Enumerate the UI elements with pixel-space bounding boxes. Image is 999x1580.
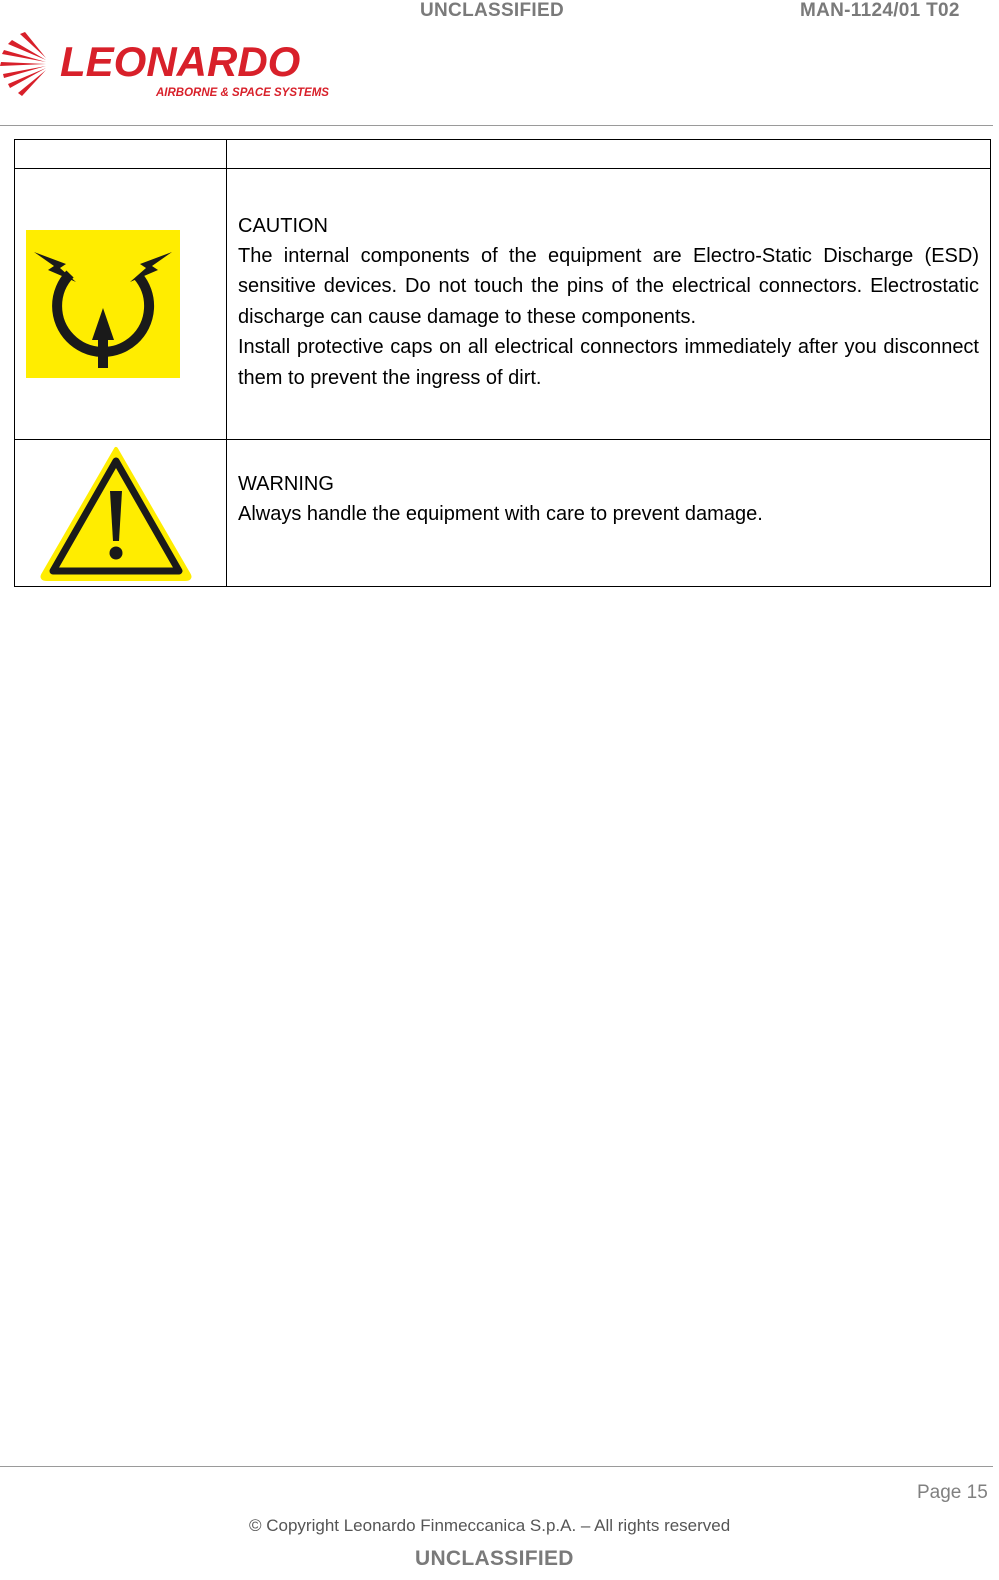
caution-title: CAUTION: [238, 214, 328, 237]
warning-paragraph: Always handle the equipment with care to prevent damage.: [238, 502, 763, 525]
caution-paragraph: The internal components of the equipment are Electro-Static Discharge (ESD) sensitive devices. Do not touch the pins of the electrical connectors. Electrostatic discharge can cause damage to these components.: [238, 244, 979, 328]
esd-icon: [26, 230, 180, 378]
notes-table: [14, 139, 991, 587]
caution-text-cell: [227, 169, 991, 440]
warning-triangle-icon: [39, 445, 193, 581]
footer-divider: [0, 1466, 993, 1467]
warning-title: WARNING: [238, 472, 334, 495]
company-logo: [0, 30, 330, 102]
logo-subtitle: AIRBORNE & SPACE SYSTEMS: [156, 87, 329, 99]
header-document-id: MAN-1124/01 T02: [800, 0, 960, 21]
warning-icon-cell: [15, 440, 227, 587]
table-row-caution: [15, 169, 991, 440]
table-header-row: [15, 140, 991, 169]
logo-wordmark: LEONARDO: [60, 38, 301, 85]
caution-icon-cell: [15, 169, 227, 440]
caution-paragraph: Install protective caps on all electrical connectors immediately after you disconnect them to prevent the ingress of dirt.: [238, 336, 979, 389]
table-cell-empty: [15, 140, 227, 169]
header-divider: [0, 125, 993, 126]
page-number: Page 15: [917, 1482, 988, 1503]
header-classification: UNCLASSIFIED: [420, 0, 564, 21]
leonardo-logo-icon: [0, 30, 330, 102]
table-cell-empty: [227, 140, 991, 169]
footer-classification: UNCLASSIFIED: [415, 1547, 574, 1570]
warning-text-cell: [227, 440, 991, 587]
table-row-warning: [15, 440, 991, 587]
copyright-notice: © Copyright Leonardo Finmeccanica S.p.A. – All rights reserved: [249, 1516, 731, 1535]
